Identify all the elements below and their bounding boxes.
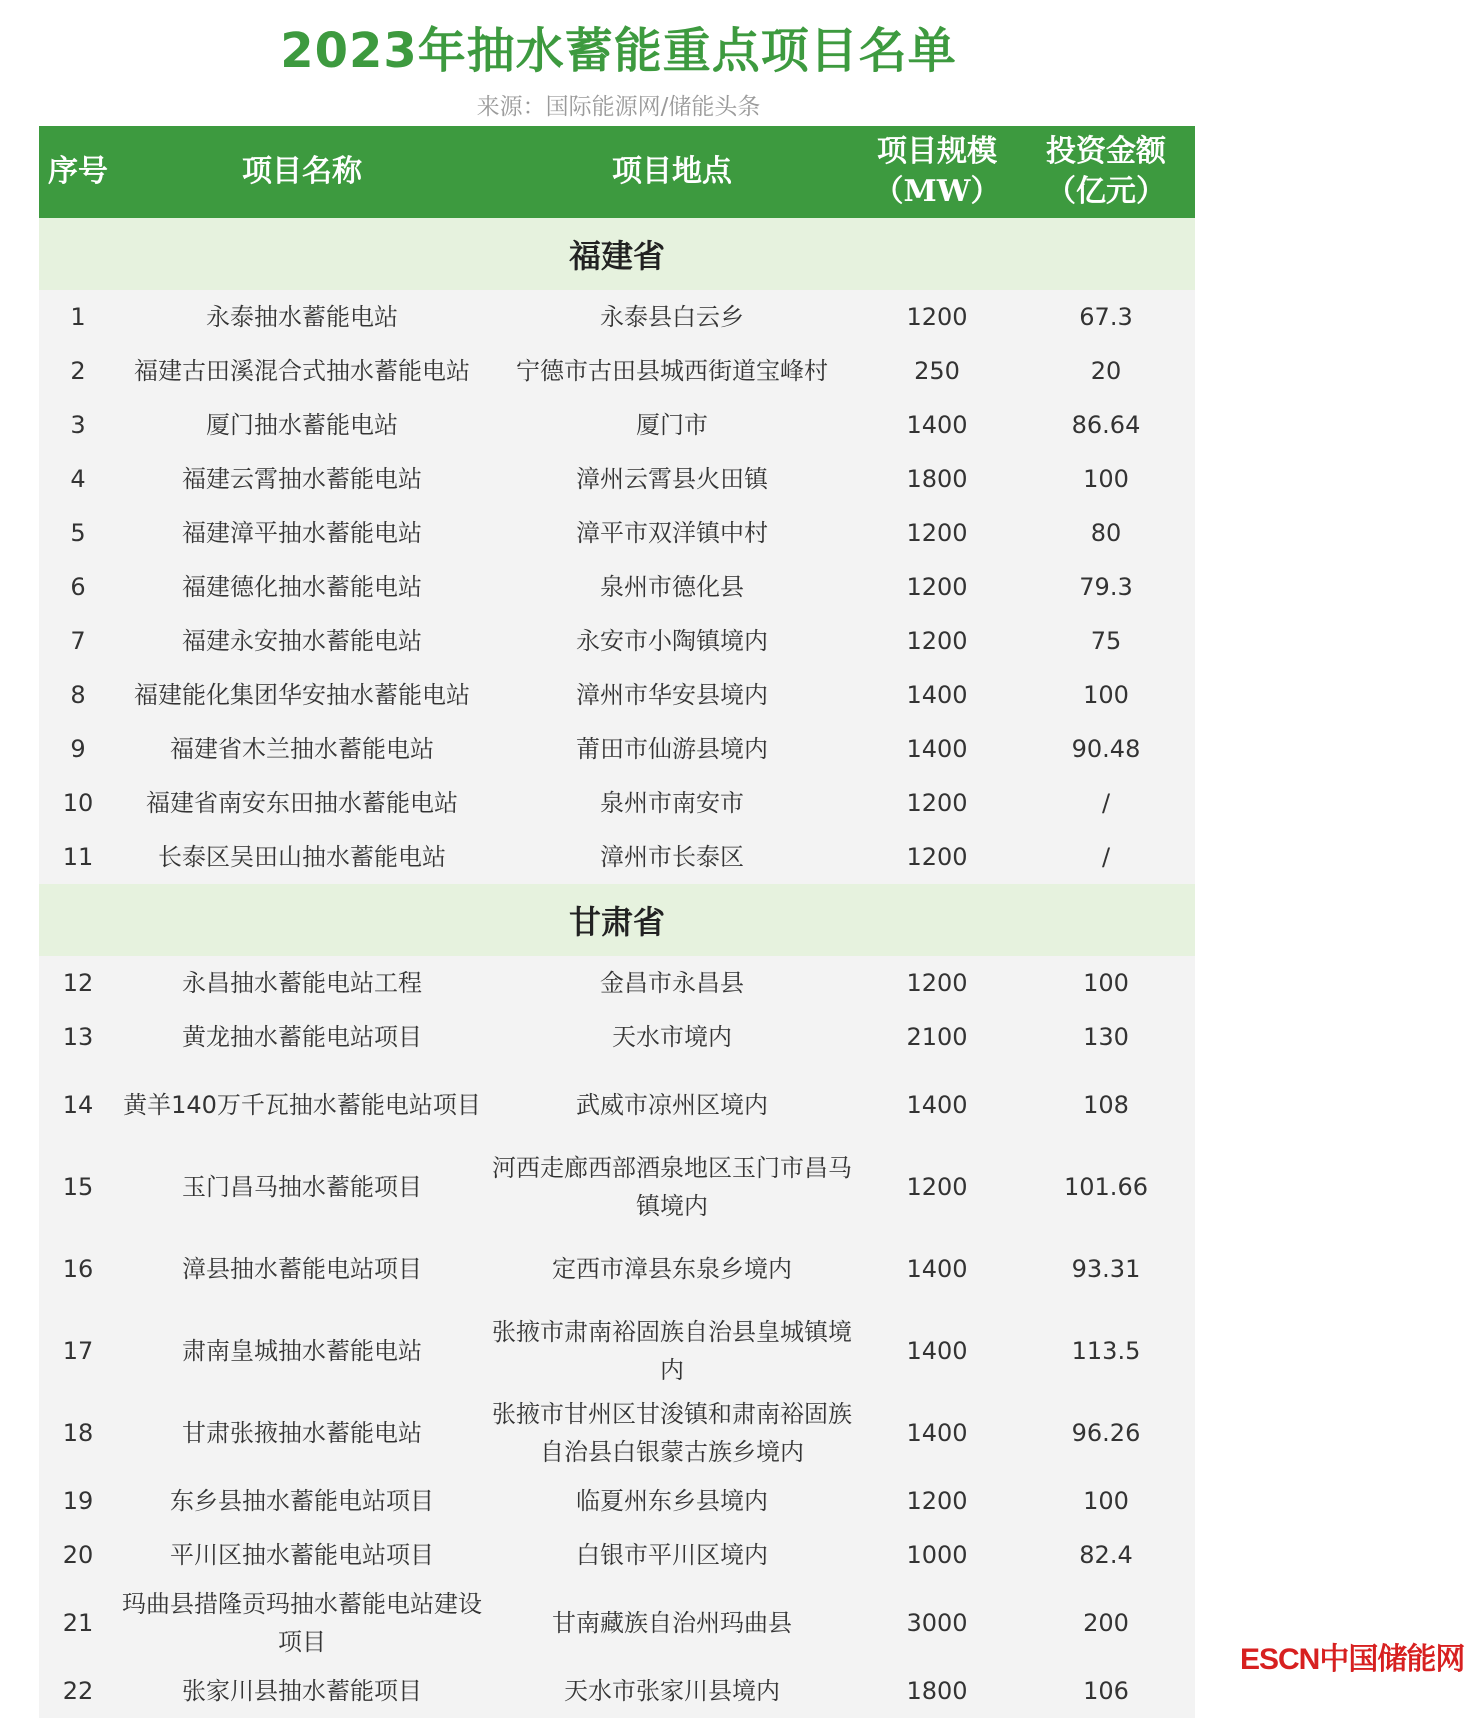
header-invest-line2: （亿元） [1046,174,1166,209]
cell-scale: 1200 [906,1173,968,1201]
cell-location: 漳州云霄县火田镇 [576,465,768,493]
cell-investment: 106 [1083,1677,1129,1705]
cell-scale: 1400 [906,1255,968,1283]
cell-investment: 100 [1083,465,1129,493]
cell-scale: 1200 [906,303,968,331]
province-header: 甘肃省 [39,884,1195,956]
cell-project-name: 黄羊140万千瓦抽水蓄能电站项目 [123,1091,481,1119]
cell-location: 莆田市仙游县境内 [576,735,768,763]
table-row [39,398,1195,452]
table-row [39,1146,1195,1228]
cell-investment: 100 [1083,969,1129,997]
cell-investment: 96.26 [1071,1419,1141,1447]
cell-scale: 1400 [906,735,968,763]
cell-no: 20 [62,1541,94,1569]
cell-investment: 86.64 [1071,411,1141,439]
cell-scale: 1000 [906,1541,968,1569]
cell-project-name: 福建省木兰抽水蓄能电站 [170,735,434,763]
cell-no: 5 [70,519,86,547]
cell-scale: 1400 [906,1419,968,1447]
cell-location: 金昌市永昌县 [600,969,744,997]
cell-location: 泉州市南安市 [600,789,744,817]
table-row [39,1228,1195,1310]
cell-investment: 113.5 [1071,1337,1141,1365]
cell-no: 18 [62,1419,94,1447]
cell-scale: 1200 [906,1487,968,1515]
cell-project-name: 福建德化抽水蓄能电站 [182,573,422,601]
table-row [39,1010,1195,1064]
cell-investment: 108 [1083,1091,1129,1119]
cell-project-name: 玉门昌马抽水蓄能项目 [182,1173,422,1201]
cell-investment: 200 [1083,1609,1129,1637]
cell-location: 漳州市长泰区 [600,843,744,871]
cell-project-name: 福建漳平抽水蓄能电站 [182,519,422,547]
cell-investment: 93.31 [1071,1255,1141,1283]
cell-location: 天水市境内 [612,1023,732,1051]
table-row [39,560,1195,614]
cell-no: 9 [70,735,86,763]
table-row [39,668,1195,722]
cell-no: 22 [62,1677,94,1705]
table-row [39,344,1195,398]
cell-investment: 82.4 [1079,1541,1133,1569]
cell-location: 武威市凉州区境内 [576,1091,768,1119]
cell-scale: 1200 [906,519,968,547]
cell-investment: 75 [1090,627,1122,655]
cell-scale: 1400 [906,1337,968,1365]
table-body [39,218,1195,1718]
table-row [39,1528,1195,1582]
cell-investment: 20 [1090,357,1122,385]
province-header: 福建省 [39,218,1195,290]
cell-no: 14 [62,1091,94,1119]
cell-location: 漳平市双洋镇中村 [576,519,768,547]
cell-scale: 250 [914,357,960,385]
cell-no: 21 [62,1609,94,1637]
cell-scale: 1400 [906,411,968,439]
cell-location: 张掖市肃南裕固族自治县皇城镇境内 [492,1318,852,1384]
cell-project-name: 肃南皇城抽水蓄能电站 [182,1337,422,1365]
cell-location: 漳州市华安县境内 [576,681,768,709]
table-row [39,1664,1195,1718]
cell-no: 11 [62,843,94,871]
cell-scale: 1200 [906,573,968,601]
cell-investment: 100 [1083,681,1129,709]
cell-investment: 79.3 [1079,573,1133,601]
cell-investment: 67.3 [1079,303,1133,331]
header-invest [1017,132,1195,212]
table-row [39,290,1195,344]
table-row [39,830,1195,884]
cell-investment: / [1101,789,1111,817]
cell-project-name: 永昌抽水蓄能电站工程 [182,969,422,997]
table-row [39,1582,1195,1664]
cell-scale: 2100 [906,1023,968,1051]
cell-project-name: 平川区抽水蓄能电站项目 [170,1541,434,1569]
cell-scale: 1400 [906,1091,968,1119]
page-title: 2023年抽水蓄能重点项目名单 [280,23,957,79]
cell-location: 泉州市德化县 [600,573,744,601]
cell-scale: 1200 [906,789,968,817]
cell-location: 天水市张家川县境内 [564,1677,780,1705]
cell-no: 15 [62,1173,94,1201]
cell-no: 8 [70,681,86,709]
cell-scale: 1800 [906,465,968,493]
header-scale-line2: （MW） [873,174,1001,209]
cell-project-name: 长泰区吴田山抽水蓄能电站 [158,843,446,871]
cell-project-name: 甘肃张掖抽水蓄能电站 [182,1419,422,1447]
cell-location: 甘南藏族自治州玛曲县 [552,1609,792,1637]
cell-scale: 1800 [906,1677,968,1705]
cell-scale: 3000 [906,1609,968,1637]
cell-project-name: 厦门抽水蓄能电站 [206,411,398,439]
cell-no: 17 [62,1337,94,1365]
cell-no: 10 [62,789,94,817]
header-scale-line1: 项目规模 [877,134,997,169]
cell-investment: 100 [1083,1487,1129,1515]
source-caption: 来源：国际能源网/储能头条 [476,94,761,120]
cell-no: 7 [70,627,86,655]
cell-location: 临夏州东乡县境内 [576,1487,768,1515]
cell-no: 1 [70,303,86,331]
cell-location: 永安市小陶镇境内 [576,627,768,655]
header-name: 项目名称 [242,154,362,189]
cell-scale: 1200 [906,843,968,871]
cell-project-name: 黄龙抽水蓄能电站项目 [182,1023,422,1051]
cell-location: 张掖市甘州区甘浚镇和肃南裕固族自治县白银蒙古族乡境内 [492,1400,852,1466]
cell-project-name: 福建省南安东田抽水蓄能电站 [146,789,458,817]
cell-no: 3 [70,411,86,439]
cell-location: 定西市漳县东泉乡境内 [552,1255,792,1283]
cell-location: 宁德市古田县城西街道宝峰村 [516,357,828,385]
cell-project-name: 张家川县抽水蓄能项目 [182,1677,422,1705]
header-invest-line1: 投资金额 [1046,134,1166,169]
table-row [39,722,1195,776]
cell-investment: 101.66 [1064,1173,1148,1201]
cell-no: 12 [62,969,94,997]
cell-location: 白银市平川区境内 [576,1541,768,1569]
header-no: 序号 [48,154,108,189]
cell-project-name: 玛曲县措隆贡玛抽水蓄能电站建设项目 [122,1590,482,1656]
cell-project-name: 东乡县抽水蓄能电站项目 [170,1487,434,1515]
cell-location: 永泰县白云乡 [600,303,744,331]
cell-no: 4 [70,465,86,493]
table-row [39,1392,1195,1474]
table-row [39,614,1195,668]
table-row [39,1064,1195,1146]
cell-investment: 130 [1083,1023,1129,1051]
header-location: 项目地点 [612,154,732,189]
table-row [39,452,1195,506]
cell-investment: 90.48 [1071,735,1141,763]
table-row [39,776,1195,830]
cell-location: 河西走廊西部酒泉地区玉门市昌马镇境内 [492,1154,852,1220]
cell-investment: 80 [1090,519,1122,547]
cell-project-name: 永泰抽水蓄能电站 [206,303,398,331]
cell-project-name: 漳县抽水蓄能电站项目 [182,1255,422,1283]
cell-no: 6 [70,573,86,601]
cell-project-name: 福建云霄抽水蓄能电站 [182,465,422,493]
table-header [39,126,1195,218]
cell-project-name: 福建永安抽水蓄能电站 [182,627,422,655]
table-row [39,506,1195,560]
table-row [39,956,1195,1010]
header-scale [857,132,1017,212]
cell-project-name: 福建古田溪混合式抽水蓄能电站 [134,357,470,385]
cell-no: 19 [62,1487,94,1515]
cell-location: 厦门市 [636,411,708,439]
cell-no: 16 [62,1255,94,1283]
project-table [39,126,1195,1718]
cell-project-name: 福建能化集团华安抽水蓄能电站 [134,681,470,709]
table-row [39,1310,1195,1392]
cell-scale: 1400 [906,681,968,709]
cell-no: 13 [62,1023,94,1051]
cell-scale: 1200 [906,969,968,997]
cell-investment: / [1101,843,1111,871]
cell-no: 2 [70,357,86,385]
cell-scale: 1200 [906,627,968,655]
table-row [39,1474,1195,1528]
escn-watermark-logo: ESCN中国储能网 [1240,1643,1465,1676]
